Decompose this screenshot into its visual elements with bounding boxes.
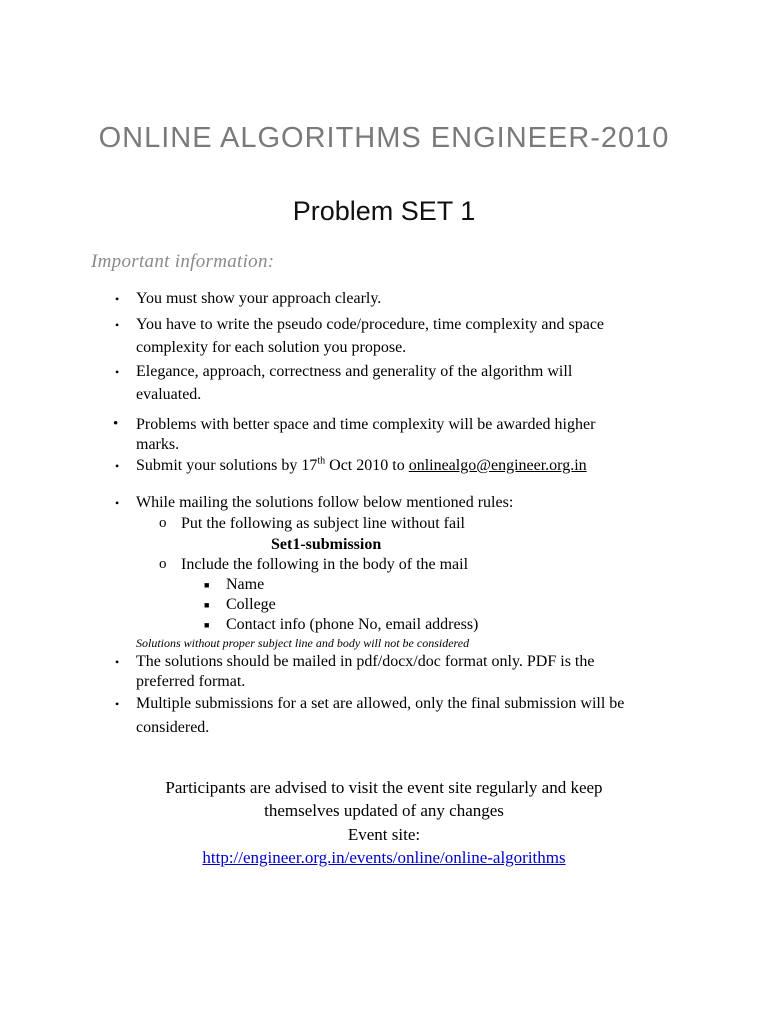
event-site-row bbox=[0, 847, 768, 869]
circle-bullet-icon: o bbox=[159, 556, 167, 572]
rule-format-line2: preferred format. bbox=[136, 673, 246, 690]
bullet-icon: • bbox=[115, 292, 120, 306]
bullet-icon: • bbox=[115, 697, 120, 711]
advice-line1: Participants are advised to visit the event site regularly and keep bbox=[165, 778, 603, 797]
rule-submit-deadline bbox=[136, 456, 587, 476]
rule-multiple-line1: Multiple submissions for a set are allowed, only the final submission will be bbox=[136, 695, 625, 712]
rule-complexity-line2: marks. bbox=[136, 436, 180, 453]
circle-bullet-icon: o bbox=[159, 515, 167, 531]
body-item-college: College bbox=[226, 596, 276, 613]
rule-mailing: While mailing the solutions follow below mentioned rules: bbox=[136, 494, 514, 511]
bullet-icon: • bbox=[113, 416, 119, 432]
rule-elegance-line1: Elegance, approach, correctness and generality of the algorithm will bbox=[136, 363, 573, 380]
rule-format-line1: The solutions should be mailed in pdf/docx/doc format only. PDF is the bbox=[136, 653, 595, 670]
date-suffix: th bbox=[317, 455, 326, 467]
rule-elegance-line2: evaluated. bbox=[136, 386, 202, 403]
rule-multiple-line2: considered. bbox=[136, 719, 210, 736]
submit-text-mid: Oct 2010 to bbox=[325, 457, 409, 474]
rule-approach: You must show your approach clearly. bbox=[136, 290, 382, 307]
consideration-note: Solutions without proper subject line and body will not be considered bbox=[136, 636, 470, 650]
body-item-contact: Contact info (phone No, email address) bbox=[226, 616, 479, 633]
rule-pseudocode-line2: complexity for each solution you propose. bbox=[136, 339, 407, 356]
event-site-link[interactable]: http://engineer.org.in/events/online/online-algorithms bbox=[202, 848, 566, 867]
bullet-icon: • bbox=[115, 655, 120, 669]
important-info-heading: Important information: bbox=[91, 251, 275, 272]
event-site-label: Event site: bbox=[347, 825, 421, 844]
bullet-icon: • bbox=[115, 496, 120, 510]
rule-complexity-line1: Problems with better space and time complexity will be awarded higher bbox=[136, 416, 596, 433]
subrule-subject: Put the following as subject line without fail bbox=[181, 515, 465, 532]
subject-line-value: Set1-submission bbox=[271, 536, 382, 553]
square-bullet-icon: ■ bbox=[204, 580, 210, 590]
advice-line2: themselves updated of any changes bbox=[264, 801, 504, 820]
subrule-body: Include the following in the body of the mail bbox=[181, 556, 469, 573]
square-bullet-icon: ■ bbox=[204, 600, 210, 610]
square-bullet-icon: ■ bbox=[204, 620, 210, 630]
body-item-name: Name bbox=[226, 576, 265, 593]
submit-text: Submit your solutions by 17 bbox=[136, 457, 318, 474]
bullet-icon: • bbox=[115, 459, 120, 473]
rule-pseudocode-line1: You have to write the pseudo code/procedure, time complexity and space bbox=[136, 316, 605, 333]
problem-set-title: Problem SET 1 bbox=[292, 196, 476, 226]
bullet-icon: • bbox=[115, 365, 120, 379]
event-title: ONLINE ALGORITHMS ENGINEER-2010 bbox=[98, 122, 670, 154]
bullet-icon: • bbox=[115, 318, 120, 332]
submission-email-link[interactable]: onlinealgo@engineer.org.in bbox=[408, 457, 587, 474]
